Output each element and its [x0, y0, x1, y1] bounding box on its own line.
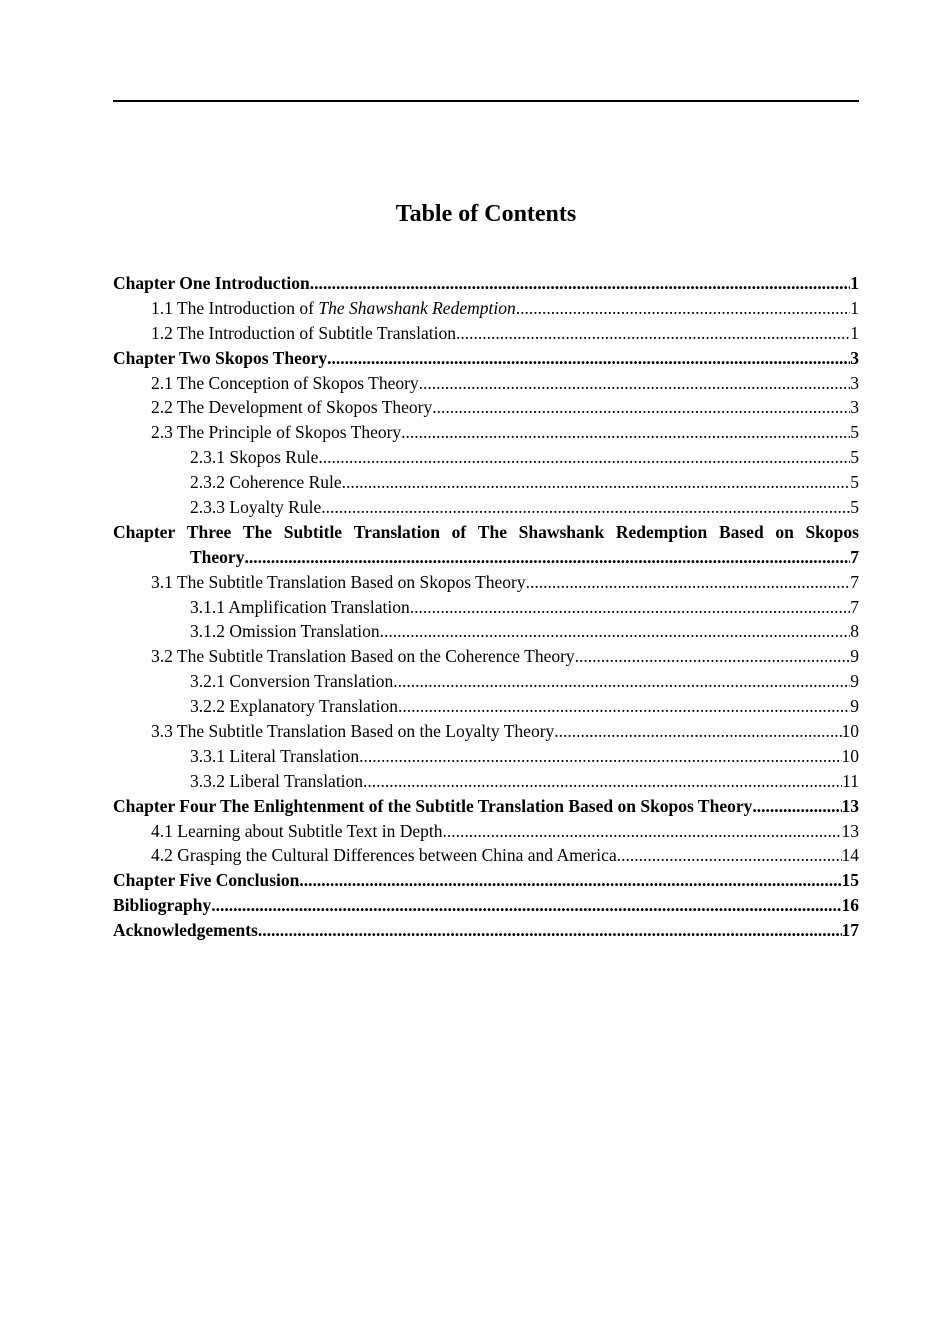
toc-entry-label: 2.1 The Conception of Skopos Theory [151, 372, 419, 393]
toc-dot-leader [244, 545, 850, 570]
toc-entry-page: 1 [850, 273, 859, 293]
toc-entry-label: 3.1.1 Amplification Translation [190, 596, 410, 617]
toc-entry-1-2[interactable] [113, 321, 859, 346]
toc-entry-label: Theory [190, 546, 245, 567]
toc-entry-2-3[interactable] [113, 420, 859, 445]
table-of-contents [113, 271, 859, 943]
toc-entry-page: 15 [841, 870, 859, 891]
toc-entry-3-2-1[interactable] [113, 669, 859, 694]
toc-dot-leader [432, 395, 850, 420]
toc-word: Shawshank [518, 521, 605, 542]
toc-entry-page: 11 [842, 770, 859, 791]
toc-entry-acknowledgements[interactable] [113, 918, 859, 943]
toc-entry-label: 3.1 The Subtitle Translation Based on Skopos Theory [151, 571, 526, 592]
toc-entry-label: 3.2 The Subtitle Translation Based on the Coherence Theory [151, 646, 575, 667]
toc-word: Based [718, 521, 764, 542]
toc-entry-3-2[interactable] [113, 644, 859, 669]
toc-dot-leader [318, 445, 850, 470]
toc-word: Skopos [805, 521, 859, 542]
toc-entry-chapter-two[interactable] [113, 346, 859, 371]
toc-entry-label: 3.2.2 Explanatory Translation [190, 696, 399, 717]
toc-dot-leader [258, 918, 842, 943]
toc-entry-2-1[interactable] [113, 371, 859, 396]
toc-dot-leader [752, 794, 841, 819]
toc-entry-page: 9 [850, 671, 859, 692]
toc-entry-page: 5 [850, 472, 859, 493]
toc-entry-label: 4.2 Grasping the Cultural Differences between China and America [151, 845, 617, 866]
toc-entry-label: 1.2 The Introduction of Subtitle Translation [151, 322, 456, 343]
toc-dot-leader [380, 619, 851, 644]
toc-entry-page: 7 [850, 596, 859, 617]
toc-word: Subtitle [283, 521, 343, 542]
toc-entry-chapter-three[interactable] [113, 520, 859, 570]
toc-dot-leader [617, 843, 842, 868]
toc-entry-label-text: 1.1 The Introduction of [151, 297, 319, 318]
toc-entry-page: 7 [850, 571, 859, 592]
toc-dot-leader [456, 321, 850, 346]
toc-dot-leader [327, 346, 850, 371]
toc-entry-chapter-one[interactable] [113, 271, 859, 296]
toc-entry-page: 5 [850, 422, 859, 443]
toc-entry-page: 13 [841, 820, 859, 841]
toc-entry-label [151, 296, 516, 321]
toc-entry-page: 16 [841, 895, 859, 916]
toc-entry-page: 1 [850, 297, 859, 318]
toc-entry-page: 7 [850, 546, 859, 567]
toc-dot-leader [410, 595, 851, 620]
toc-dot-leader [443, 819, 842, 844]
toc-entry-label: Chapter One Introduction [113, 273, 310, 293]
toc-entry-3-2-2[interactable] [113, 694, 859, 719]
toc-dot-leader [419, 371, 851, 396]
toc-entry-label: 2.2 The Development of Skopos Theory [151, 397, 433, 418]
toc-entry-1-1[interactable] [113, 296, 859, 321]
toc-entry-label: 2.3.1 Skopos Rule [190, 447, 319, 468]
toc-entry-page: 3 [850, 347, 859, 368]
toc-word: The [242, 521, 273, 542]
toc-entry-page: 14 [841, 845, 859, 866]
toc-dot-leader [359, 744, 841, 769]
toc-entry-page: 17 [841, 920, 859, 941]
toc-entry-page: 5 [850, 447, 859, 468]
toc-entry-3-3[interactable] [113, 719, 859, 744]
toc-entry-chapter-four[interactable] [113, 794, 859, 819]
toc-entry-page: 10 [841, 745, 859, 766]
toc-entry-4-2[interactable] [113, 843, 859, 868]
toc-dot-leader [516, 296, 851, 321]
toc-word: Redemption [615, 521, 708, 542]
toc-word: The [477, 521, 507, 542]
toc-entry-page: 3 [850, 372, 859, 393]
toc-dot-leader [211, 893, 841, 918]
toc-entry-label: Chapter Four The Enlightenment of the Subtitle Translation Based on Skopos Theory [113, 795, 753, 816]
toc-entry-label: 2.3 The Principle of Skopos Theory [151, 422, 402, 443]
toc-dot-leader [554, 719, 841, 744]
toc-entry-page: 9 [850, 646, 859, 667]
toc-entry-3-3-1[interactable] [113, 744, 859, 769]
toc-dot-leader [526, 570, 851, 595]
toc-word: Translation [353, 521, 440, 542]
toc-entry-page: 5 [850, 497, 859, 518]
toc-entry-2-2[interactable] [113, 395, 859, 420]
toc-entry-page: 8 [850, 621, 859, 642]
toc-dot-leader [299, 868, 841, 893]
toc-word: on [775, 521, 794, 542]
toc-entry-label: 3.3.2 Liberal Translation [190, 770, 364, 791]
toc-entry-3-1-2[interactable] [113, 619, 859, 644]
toc-entry-label-line-2 [113, 545, 859, 570]
toc-entry-page: 1 [850, 322, 859, 343]
toc-entry-page: 3 [850, 397, 859, 418]
toc-entry-label: 4.1 Learning about Subtitle Text in Depth [151, 820, 443, 841]
toc-entry-label: 3.3.1 Literal Translation [190, 745, 360, 766]
toc-entry-label-line-1 [113, 520, 859, 545]
toc-entry-chapter-five[interactable] [113, 868, 859, 893]
toc-word: Chapter [113, 521, 176, 542]
toc-dot-leader [398, 694, 850, 719]
toc-entry-page: 9 [850, 696, 859, 717]
toc-entry-label: 3.1.2 Omission Translation [190, 621, 380, 642]
toc-word: Three [186, 521, 232, 542]
toc-entry-film-title: The Shawshank Redemption [318, 297, 516, 318]
toc-entry-label: Acknowledgements [113, 920, 258, 941]
toc-dot-leader [393, 669, 850, 694]
toc-entry-label: Chapter Five Conclusion [113, 870, 300, 891]
toc-entry-3-1-1[interactable] [113, 595, 859, 620]
toc-dot-leader [363, 769, 842, 794]
header-rule [113, 100, 859, 102]
page-title: Table of Contents [395, 201, 577, 227]
toc-dot-leader [575, 644, 851, 669]
toc-entry-2-3-3[interactable] [113, 495, 859, 520]
toc-entry-bibliography[interactable] [113, 893, 859, 918]
toc-dot-leader [321, 495, 850, 520]
toc-entry-label: 3.2.1 Conversion Translation [190, 671, 394, 692]
toc-entry-2-3-2[interactable] [113, 470, 859, 495]
toc-entry-page: 13 [841, 795, 859, 816]
toc-entry-3-3-2[interactable] [113, 769, 859, 794]
toc-entry-4-1[interactable] [113, 819, 859, 844]
toc-entry-label: Bibliography [113, 895, 212, 916]
toc-entry-label: 2.3.3 Loyalty Rule [190, 497, 322, 518]
toc-entry-label: Chapter Two Skopos Theory [113, 347, 328, 368]
toc-entry-label: 2.3.2 Coherence Rule [190, 472, 342, 493]
toc-entry-2-3-1[interactable] [113, 445, 859, 470]
toc-entry-page: 10 [841, 721, 859, 742]
toc-dot-leader [401, 420, 850, 445]
toc-dot-leader [342, 470, 851, 495]
toc-entry-3-1[interactable] [113, 570, 859, 595]
toc-entry-label: 3.3 The Subtitle Translation Based on the Loyalty Theory [151, 721, 555, 742]
toc-word: of [451, 521, 467, 542]
toc-dot-leader [310, 271, 851, 296]
